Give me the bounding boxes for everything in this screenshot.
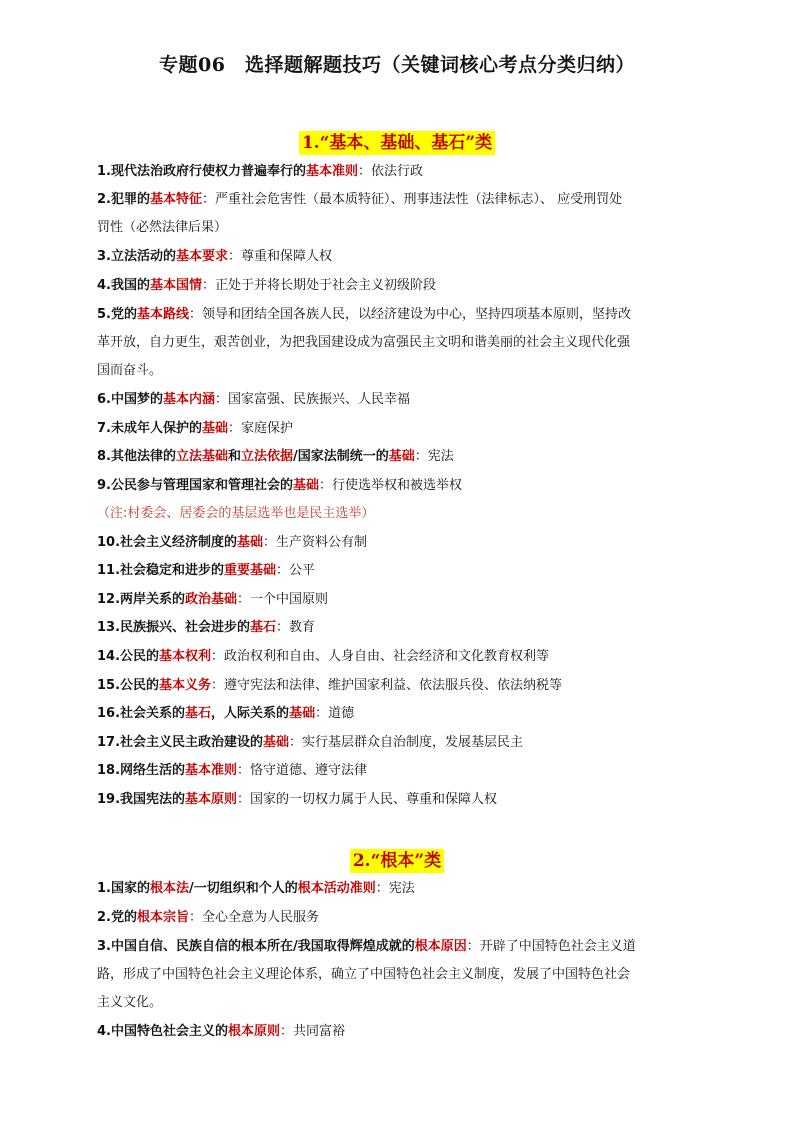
list-item: 10.社会主义经济制度的基础：生产资料公有制: [97, 535, 368, 550]
list-item: 8.其他法律的立法基础和立法依据/国家法制统一的基础：宪法: [97, 449, 454, 464]
list-item-continuation: 主义文化。: [97, 995, 163, 1010]
list-item-continuation: 国而奋斗。: [97, 363, 163, 378]
document-title: 专题06 选择题解题技巧（关键词核心考点分类归纳）: [159, 54, 635, 76]
list-item: 9.公民参与管理国家和管理社会的基础：行使选举权和被选举权: [97, 478, 463, 493]
list-item: 4.中国特色社会主义的根本原则：共同富裕: [97, 1024, 346, 1039]
list-item-continuation: 革开放，自力更生，艰苦创业，为把我国建设成为富强民主文明和谐美丽的社会主义现代化强: [97, 335, 631, 350]
list-item: 2.党的根本宗旨：全心全意为人民服务: [97, 910, 320, 925]
list-item: 3.立法活动的基本要求：尊重和保障人权: [97, 249, 333, 264]
list-item: 19.我国宪法的基本原则：国家的一切权力属于人民、尊重和保障人权: [97, 792, 498, 807]
section-1-heading-text: 1.“基本、基础、基石”类: [299, 131, 495, 155]
list-item: 2.犯罪的基本特征：严重社会危害性（最本质特征）、刑事违法性（法律标志）、 应受刑罚处: [97, 192, 623, 207]
section-2-heading: [0, 846, 794, 871]
list-item: 13.民族振兴、社会进步的基石：教育: [97, 620, 316, 635]
list-item: 16.社会关系的基石，人际关系的基础：道德: [97, 706, 355, 721]
list-item: 5.党的基本路线：领导和团结全国各族人民，以经济建设为中心，坚持四项基本原则，坚持改: [97, 307, 632, 322]
list-item: 15.公民的基本义务：遵守宪法和法律、维护国家利益、依法服兵役、依法纳税等: [97, 678, 563, 693]
list-item: 17.社会主义民主政治建设的基础：实行基层群众自治制度，发展基层民主: [97, 735, 524, 750]
note-text: （注:村委会、居委会的基层选举也是民主选举）: [97, 506, 375, 521]
list-item: 4.我国的基本国情：正处于并将长期处于社会主义初级阶段: [97, 278, 437, 293]
list-item: 1.现代法治政府行使权力普遍奉行的基本准则：依法行政: [97, 164, 424, 179]
list-item: 11.社会稳定和进步的重要基础：公平: [97, 563, 316, 578]
list-item-continuation: 路，形成了中国特色社会主义理论体系，确立了中国特色社会主义制度，发展了中国特色社会: [97, 967, 631, 982]
list-item: 3.中国自信、民族自信的根本所在/我国取得辉煌成就的根本原因：开辟了中国特色社会主义道: [97, 939, 636, 954]
list-item: 12.两岸关系的政治基础：一个中国原则: [97, 592, 329, 607]
section-1-heading: [0, 128, 794, 153]
list-item: 14.公民的基本权利：政治权利和自由、人身自由、社会经济和文化教育权利等: [97, 649, 550, 664]
section-2-heading-text: 2.“根本”类: [350, 849, 444, 873]
list-item: 7.未成年人保护的基础：家庭保护: [97, 421, 294, 436]
list-item: 1.国家的根本法/一切组织和个人的根本活动准则：宪法: [97, 881, 415, 896]
list-item-continuation: 罚性（必然法律后果）: [97, 220, 228, 235]
list-item: 18.网络生活的基本准则：恪守道德、遵守法律: [97, 763, 368, 778]
list-item: 6.中国梦的基本内涵：国家富强、民族振兴、人民幸福: [97, 392, 411, 407]
